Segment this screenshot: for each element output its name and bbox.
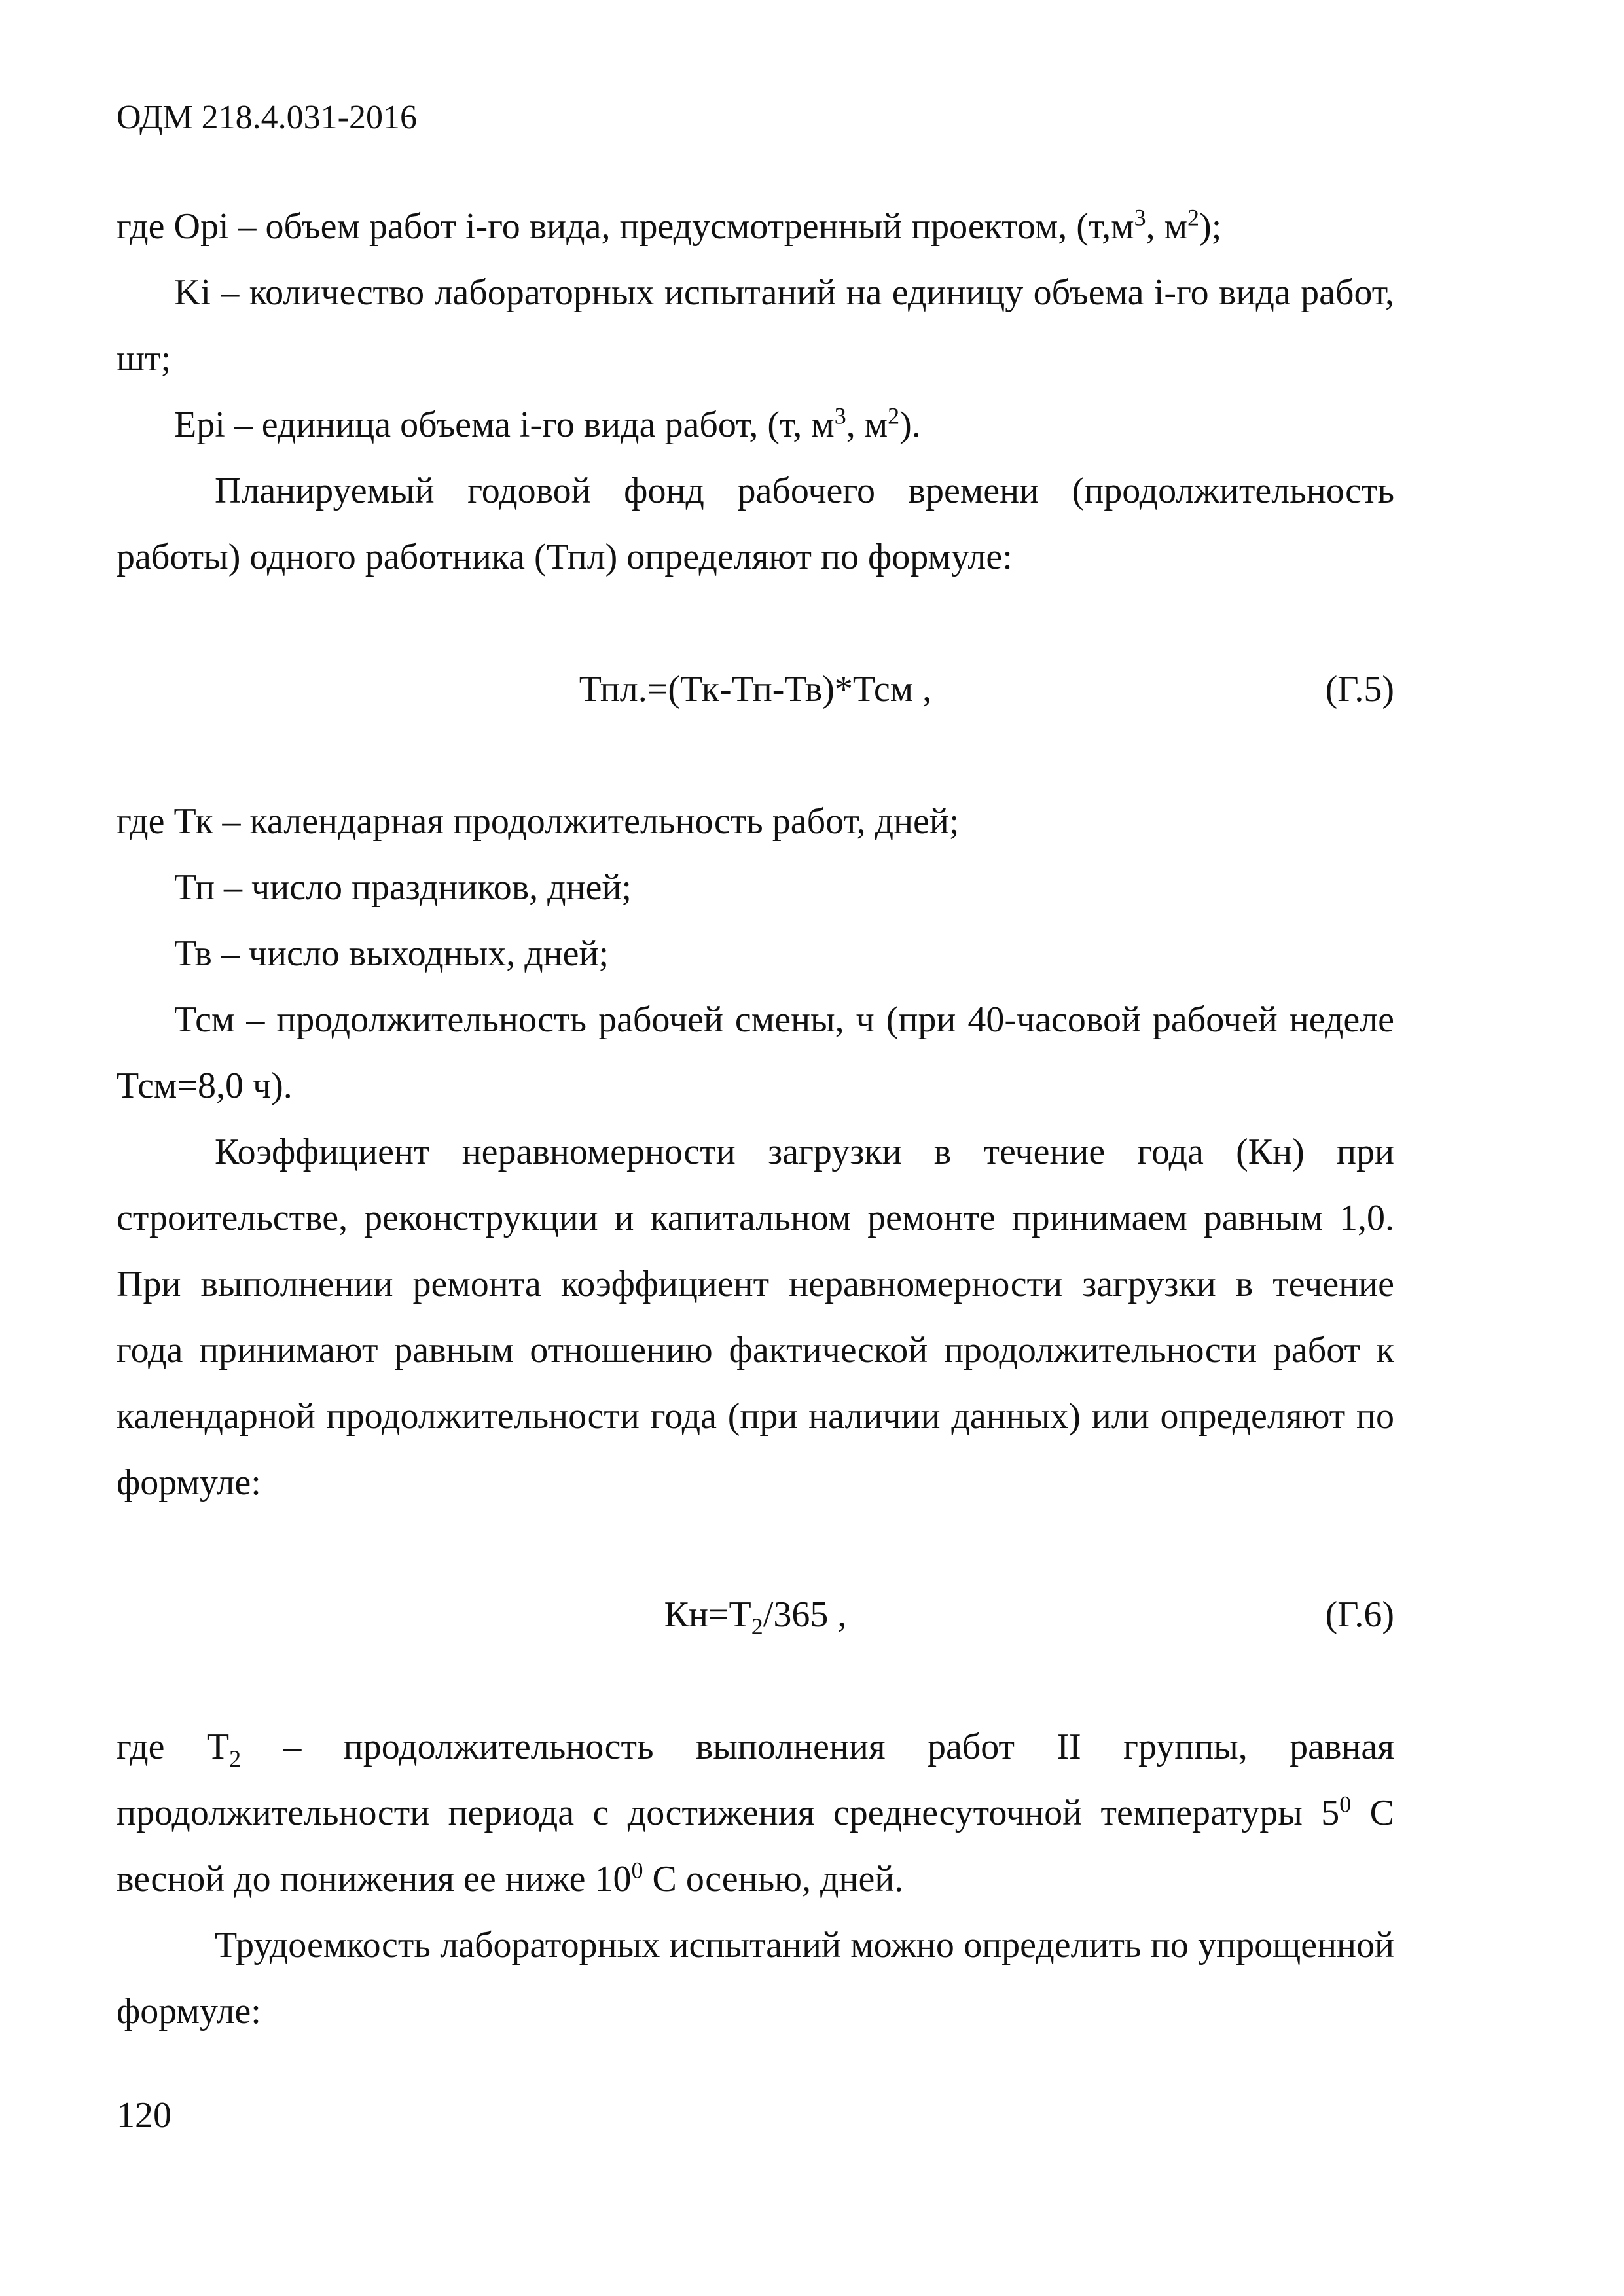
formula-g6-number: (Г.6) <box>1325 1594 1394 1635</box>
definition-t2: где $Т_2$ – продолжительность выполнения работ II группы, равная продолжительности периода с достижения среднесуточной температуры $5^0$ С весной до понижения ее ниже $10^0$ С осенью, дней. <box>117 1727 1394 1899</box>
formula-g5-number: (Г.5) <box>1325 669 1394 709</box>
paragraph-kn-coefficient: Коэффициент неравномерности загрузки в течение года (Кн) при строительстве, реконструкции и капитальном ремонте принимаем равным 1,0. При выполнении ремонта коэффициент неравномерности загрузки в течение года принимают равным отношению фактической продолжительности работ к календарной продолжительности года (при наличии данных) или определяют по формуле: <box>117 1132 1394 1503</box>
definition-epi: Epi – единица объема i-го вида работ, (т, $м^3$, $м^2$). <box>174 403 921 445</box>
definition-tv: Тв – число выходных, дней; <box>174 933 609 974</box>
definition-tsm: Тсм – продолжительность рабочей смены, ч (при 40-часовой рабочей неделе Тсм=8,0 ч). <box>117 999 1394 1106</box>
definition-tp: Тп – число праздников, дней; <box>174 867 632 908</box>
document-body <box>117 194 1394 2045</box>
page-number: 120 <box>117 2095 171 2136</box>
document-code-header: ОДМ 218.4.031-2016 <box>117 99 417 136</box>
formula-g6-expression: $Кн=Т_2/365$ , <box>664 1594 847 1640</box>
definition-opi: где Орi – объем работ i-го вида, предусмотренный проектом, ($т,м^3$, $м^2$); <box>117 204 1222 247</box>
formula-g5 <box>117 656 1394 723</box>
definition-tk: где Тк – календарная продолжительность работ, дней; <box>117 801 960 842</box>
paragraph-labor-intensity: Трудоемкость лабораторных испытаний можно определить по упрощенной формуле: <box>117 1925 1394 2032</box>
paragraph-work-time-fund: Планируемый годовой фонд рабочего времени (продолжительность работы) одного работника (Тпл) определяют по формуле: <box>117 471 1394 577</box>
definition-ki: Ki – количество лабораторных испытаний на единицу объема i-го вида работ, шт; <box>117 272 1394 379</box>
formula-g6 <box>117 1582 1394 1648</box>
formula-g5-expression: Тпл.=(Тк-Тп-Тв)*Тсм , <box>579 669 932 709</box>
